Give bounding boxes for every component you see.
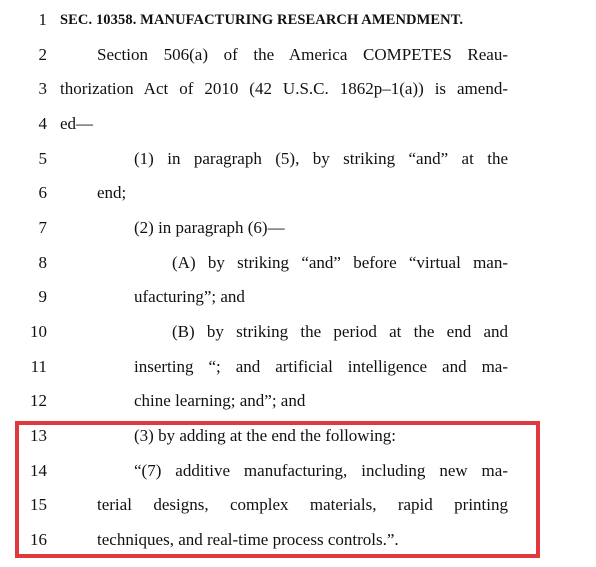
line-text: ed— xyxy=(60,114,94,133)
line-12 xyxy=(0,384,596,418)
line-9 xyxy=(0,280,596,314)
line-7 xyxy=(0,211,596,245)
line-number: 1 xyxy=(38,10,47,29)
line-number: 4 xyxy=(38,114,47,133)
line-11 xyxy=(0,350,596,384)
highlight-box xyxy=(15,421,540,558)
line-text: chine learning; and”; and xyxy=(134,391,306,410)
line-5 xyxy=(0,142,596,176)
line-6 xyxy=(0,176,596,210)
line-number: 11 xyxy=(30,357,47,376)
line-text: (2) in paragraph (6)— xyxy=(134,218,285,237)
line-text: ufacturing”; and xyxy=(134,287,245,306)
line-text: (A) by striking “and” before “virtual man- xyxy=(172,253,508,272)
line-number: 14 xyxy=(30,461,47,480)
line-text: end; xyxy=(97,183,127,202)
line-number: 8 xyxy=(38,253,47,272)
line-text: Section 506(a) of the America COMPETES Reau- xyxy=(97,45,508,64)
line-text: terial designs, complex materials, rapid printing xyxy=(97,495,508,514)
line-number: 7 xyxy=(38,218,47,237)
line-number: 10 xyxy=(30,322,47,341)
line-number: 13 xyxy=(30,426,47,445)
line-2 xyxy=(0,38,596,72)
line-number: 2 xyxy=(38,45,47,64)
line-text: inserting “; and artificial intelligence and ma- xyxy=(134,357,508,376)
line-text: thorization Act of 2010 (42 U.S.C. 1862p–1(a)) is amend- xyxy=(60,79,508,98)
section-heading: SEC. 10358. MANUFACTURING RESEARCH AMENDMENT. xyxy=(60,12,464,28)
line-number: 3 xyxy=(38,79,47,98)
line-8 xyxy=(0,246,596,280)
line-number: 16 xyxy=(30,530,47,549)
line-number: 5 xyxy=(38,149,47,168)
line-text: “(7) additive manufacturing, including new ma- xyxy=(134,461,508,480)
line-number: 12 xyxy=(30,391,47,410)
line-3 xyxy=(0,72,596,106)
line-number: 9 xyxy=(38,287,47,306)
line-text: (B) by striking the period at the end and xyxy=(172,322,508,341)
line-10 xyxy=(0,315,596,349)
line-text: (1) in paragraph (5), by striking “and” at the xyxy=(134,149,508,168)
line-number: 15 xyxy=(30,495,47,514)
line-text: (3) by adding at the end the following: xyxy=(134,426,397,445)
line-text: techniques, and real-time process controls.”. xyxy=(97,530,399,549)
line-number: 6 xyxy=(38,183,47,202)
line-4 xyxy=(0,107,596,141)
line-1 xyxy=(0,3,596,37)
